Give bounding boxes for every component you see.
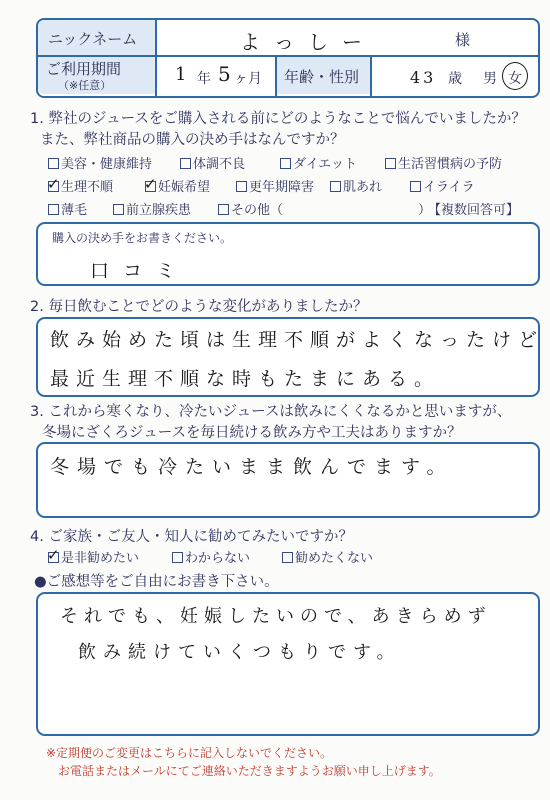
checkbox-icon — [144, 175, 157, 193]
age-gender-label: 年齢・性別 — [284, 68, 360, 86]
q1-option-9[interactable]: イライラ — [410, 176, 475, 195]
period-month-unit: ヶ月 — [234, 71, 262, 87]
q1-option-4[interactable]: 生活習慣病の予防 — [385, 153, 502, 172]
checkbox-icon — [113, 204, 124, 215]
footer-line1: ※定期便のご変更はこちらに記入しないでください。 — [46, 746, 333, 760]
q4-option-3[interactable]: 勧めたくない — [282, 547, 373, 566]
check-mark-icon: ✓ — [144, 175, 157, 193]
q3-line2: 冬場にざくろジュースを毎日続ける飲み方や工夫はありますか？ — [42, 425, 462, 441]
checkbox-icon — [172, 552, 183, 563]
comments-heading: ●ご感想等をご自由にお書き下さい。 — [34, 574, 279, 590]
q1-other-close: ） — [418, 203, 432, 218]
check-mark-icon: ✓ — [47, 546, 60, 564]
q1-line1: 1. 弊社のジュースをご購入される前にどのようなことで悩んでいましたか？ — [30, 111, 526, 127]
q1-option-12[interactable]: その他（ — [218, 199, 283, 218]
nickname-value: よっしー — [240, 30, 376, 54]
gender-circle-mark — [502, 62, 528, 90]
q3-answer: 冬場でも冷たいまま飲んでます。 — [50, 456, 454, 478]
checkbox-icon — [48, 204, 59, 215]
gender-female[interactable]: 女 — [508, 71, 522, 87]
checkbox-icon — [180, 158, 191, 169]
checkbox-icon — [47, 546, 60, 564]
q3-line1: 3. これから寒くなり、冷たいジュースは飲みにくくなるかと思いますが、 — [30, 404, 512, 420]
checkbox-icon — [280, 158, 291, 169]
q1-option-5[interactable]: ✓ 生理不順 — [47, 175, 114, 195]
age-unit: 歳 — [448, 71, 462, 87]
checkbox-icon — [282, 552, 293, 563]
q1-option-1[interactable]: 美容・健康維持 — [48, 153, 152, 172]
checkbox-icon — [410, 181, 421, 192]
footer-line2: お電話またはメールにてご連絡いただきますようお願い申し上げます。 — [58, 764, 441, 778]
header-col-divider — [155, 20, 157, 96]
checkbox-icon — [330, 181, 341, 192]
period-years-value: 1 — [175, 64, 193, 85]
check-mark-icon: ✓ — [47, 175, 60, 193]
q2-question: 2. 毎日飲むことでどのような変化がありましたか？ — [30, 299, 368, 315]
age-value: 43 — [410, 68, 437, 87]
q1-answer: 口コミ — [90, 260, 190, 282]
q4-option-2[interactable]: わからない — [172, 547, 250, 566]
q1-option-3[interactable]: ダイエット — [280, 153, 357, 172]
q1-option-6[interactable]: ✓ 妊娠希望 — [144, 175, 211, 195]
q1-multi-note: 【複数回答可】 — [428, 203, 520, 218]
q1-answer-prompt: 購入の決め手をお書きください。 — [52, 231, 233, 245]
q4-question: 4. ご家族・ご友人・知人に勧めてみたいですか？ — [30, 529, 353, 545]
period-note: （※任意） — [58, 79, 112, 92]
q1-option-2[interactable]: 体調不良 — [180, 153, 245, 172]
nickname-label: ニックネーム — [48, 30, 138, 48]
q1-line2: また、弊社商品の購入の決め手はなんですか？ — [40, 132, 345, 148]
q1-option-7[interactable]: 更年期障害 — [236, 176, 314, 195]
checkbox-icon — [48, 158, 59, 169]
header-col-divider-3 — [370, 56, 372, 96]
period-year-unit: 年 — [197, 71, 211, 87]
q4-option-1[interactable]: ✓ 是非勧めたい — [47, 546, 140, 566]
checkbox-icon — [385, 158, 396, 169]
comments-answer-line1: それでも、妊娠したいので、あきらめず — [60, 606, 492, 627]
comments-answer-line2: 飲み続けていくつもりです。 — [78, 642, 402, 663]
period-label: ご利用期間 — [46, 60, 122, 78]
q2-answer-line1: 飲み始めた頃は生理不順がよくなったけど — [50, 329, 545, 351]
q1-option-10[interactable]: 薄毛 — [48, 199, 87, 218]
checkbox-icon — [47, 175, 60, 193]
honorific: 様 — [455, 31, 471, 49]
q1-option-8[interactable]: 肌あれ — [330, 176, 382, 195]
period-months-value: 5 — [218, 62, 237, 86]
checkbox-icon — [218, 204, 229, 215]
q1-option-11[interactable]: 前立腺疾患 — [113, 199, 191, 218]
gender-male[interactable]: 男 — [483, 71, 497, 87]
checkbox-icon — [236, 181, 247, 192]
q2-answer-line2: 最近生理不順な時もたまにある。 — [50, 368, 441, 390]
